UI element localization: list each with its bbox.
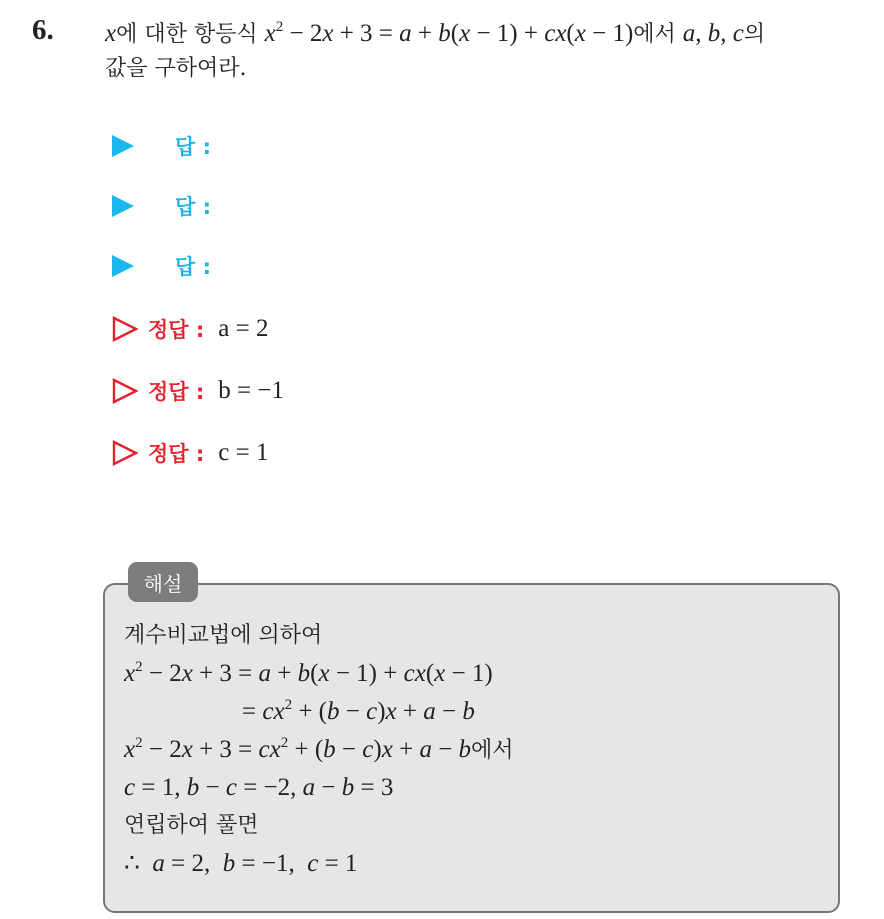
answer-row-3[interactable] xyxy=(112,249,211,283)
solution-line-5: c = 1, b − c = −2, a − b = 3 xyxy=(124,774,394,801)
answer-label: 답 : xyxy=(175,255,211,279)
correct-answer-value: c = 1 xyxy=(218,439,269,466)
question-text: x에 대한 항등식 $x^2 - 2x + 3 = a + b(x - 1) + cx(x - 1)$에서 a, b, c의 값을 구하여라. xyxy=(105,19,766,81)
solution-line-4: $x^2 - 2x + 3 = cx^2 + (b - c)x + a - b$에서 xyxy=(124,735,514,763)
answer-label: 답 : xyxy=(175,135,211,159)
correct-answer-label: 정답 : xyxy=(148,442,205,466)
correct-answer-label: 정답 : xyxy=(148,380,205,404)
outline-triangle-icon xyxy=(112,316,138,342)
solution-line-2: $x^2 - 2x + 3 = a + b(x - 1) + cx(x - 1)$ xyxy=(124,659,493,687)
solution-line-3: = $cx^2 + (b - c)x + a - b$ xyxy=(242,697,475,725)
correct-answer-row-1 xyxy=(112,312,268,346)
play-arrow-icon xyxy=(112,195,134,217)
correct-answer-value: a = 2 xyxy=(218,315,269,342)
correct-answer-row-2 xyxy=(112,374,284,408)
answer-row-1[interactable] xyxy=(112,129,211,163)
solution-line-1: 계수비교법에 의하여 xyxy=(124,623,323,648)
play-arrow-icon xyxy=(112,135,134,157)
correct-answer-value: b = −1 xyxy=(218,377,284,404)
outline-triangle-icon xyxy=(112,440,138,466)
answer-label: 답 : xyxy=(175,195,211,219)
answer-row-2[interactable] xyxy=(112,189,211,223)
problem-number: 6. xyxy=(32,14,54,46)
solution-line-7: ∴ a = 2, b = −1, c = 1 xyxy=(124,850,358,877)
outline-triangle-icon xyxy=(112,378,138,404)
play-arrow-icon xyxy=(112,255,134,277)
solution-line-6: 연립하여 풀면 xyxy=(124,813,259,838)
correct-answer-label: 정답 : xyxy=(148,318,205,342)
solution-tag: 해설 xyxy=(128,562,198,602)
correct-answer-row-3 xyxy=(112,436,268,470)
